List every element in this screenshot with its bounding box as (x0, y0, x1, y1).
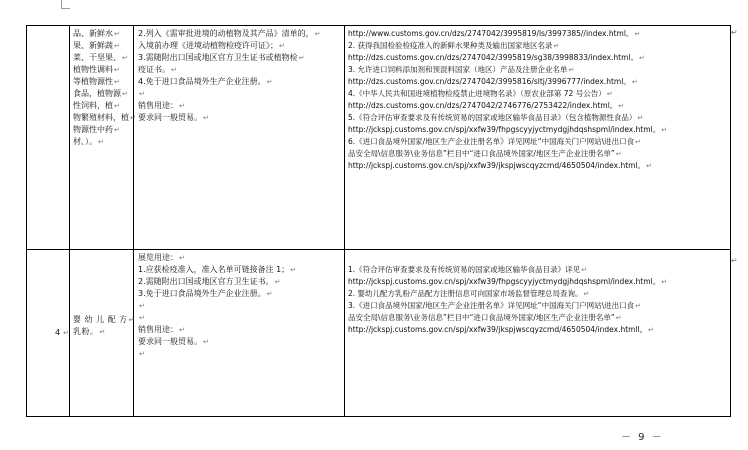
text-line (348, 52, 727, 64)
line-text: 疫证书。 (138, 65, 170, 74)
line-text: 2. 婴幼儿配方乳粉产品配方注册信息可向国家市场监督管理总局查询。 (348, 289, 583, 298)
return-mark: ↵ (98, 138, 104, 146)
line-text: http://jckspj.customs.gov.cn/spj/xxfw39/jkspjwscqyzcmd/4650504/index.html。 (348, 161, 646, 170)
text-line (137, 64, 341, 76)
product-lines (70, 250, 136, 340)
return-mark: ↵ (203, 114, 209, 122)
text-line (348, 276, 727, 288)
text-line (137, 40, 341, 52)
line-text: 2.需随附出口国或地区官方卫生证书。 (138, 277, 274, 286)
line-text: 品安全局\信息服务\业务信息”栏目中“进口食品境外国家/地区生产企业注册名单” (348, 149, 615, 158)
return-mark: ↵ (122, 90, 128, 98)
line-text: 展览用途： (138, 253, 178, 262)
line-text: 6.《进口食品境外国家/地区生产企业注册名单》详见网址“中国海关门户网站\进出口食 (348, 137, 635, 146)
line-text: 销售用途： (138, 101, 178, 110)
return-mark: ↵ (631, 78, 638, 86)
return-mark: ↵ (274, 278, 281, 286)
text-line (137, 28, 341, 40)
return-mark: ↵ (139, 314, 145, 322)
line-text: 物繁殖材料，植 (73, 113, 129, 122)
text-line (73, 326, 130, 338)
text-line (73, 100, 130, 112)
regulation-table (26, 25, 731, 417)
return-mark: ↵ (553, 42, 560, 50)
return-mark: ↵ (63, 329, 69, 337)
text-line (348, 124, 727, 136)
text-line (348, 288, 727, 300)
line-text: 性饲料，植 (73, 101, 113, 110)
requirement-cell (134, 26, 345, 250)
line-text: 5.《符合评估审查要求及有传统贸易的国家或地区输华食品目录》（包含植物源性食品） (348, 113, 637, 122)
requirement-lines (134, 250, 344, 362)
row-number-cell (27, 250, 70, 417)
return-mark: ↵ (583, 290, 590, 298)
line-text: http://jckspj.customs.gov.cn/spj/xxfw39/fhpgscyyjyctmydgjhdqshspml/index.html。 (348, 277, 661, 286)
return-mark: ↵ (639, 54, 645, 62)
requirement-lines (134, 26, 344, 126)
text-line (137, 300, 341, 312)
return-mark: ↵ (128, 316, 136, 324)
return-mark: ↵ (634, 30, 641, 38)
line-text: 2.列入《需审批进境的动植物及其产品》清单的， (138, 29, 314, 38)
return-mark: ↵ (290, 266, 297, 274)
line-text: 2. 获得我国检验检疫准入的新鲜水果种类及输出国家地区名录 (348, 41, 553, 50)
return-mark: ↵ (731, 28, 738, 37)
return-mark: ↵ (635, 302, 641, 310)
text-line (348, 264, 727, 276)
line-text: 销售用途： (138, 325, 178, 334)
line-text: http://www.customs.gov.cn/dzs/2747042/3995819/ls/3997385//index.html。 (348, 29, 634, 38)
line-text: 3.免于进口食品境外生产企业注册。 (138, 289, 266, 298)
text-line (137, 100, 341, 112)
text-line (73, 76, 130, 88)
text-line (137, 252, 341, 264)
return-mark: ↵ (99, 328, 106, 336)
return-mark: ↵ (122, 54, 128, 62)
line-text: 3.《进口食品境外国家/地区生产企业注册名单》详见网址“中国海关门户网站\进出口食 (348, 301, 635, 310)
line-text: 等植物源性 (73, 77, 113, 86)
return-mark: ↵ (179, 326, 185, 334)
return-mark: ↵ (114, 126, 120, 134)
text-line (137, 112, 341, 124)
text-line (348, 136, 727, 148)
return-mark: ↵ (114, 30, 120, 38)
text-line (348, 160, 727, 172)
text-line (137, 88, 341, 100)
text-line (73, 40, 130, 52)
reference-lines (345, 250, 730, 338)
table-row (27, 250, 731, 417)
crop-mark (61, 0, 70, 9)
text-line (73, 124, 130, 136)
text-line (137, 312, 341, 324)
line-text: http://dzs.customs.gov.cn/dzs/2747042/3995819/sg38/3998833/index.html。 (348, 53, 639, 62)
text-line (348, 112, 727, 124)
text-line (73, 52, 130, 64)
return-mark: ↵ (661, 126, 668, 134)
line-text: 物源性中药 (73, 125, 113, 134)
return-mark: ↵ (139, 302, 145, 310)
text-line (348, 100, 727, 112)
return-mark: ↵ (203, 338, 209, 346)
line-text: 食品，植物源 (73, 89, 121, 98)
reference-cell (345, 26, 731, 250)
text-line (348, 312, 727, 324)
line-text: 4.免于进口食品境外生产企业注册。 (138, 77, 266, 86)
product-lines (70, 26, 136, 150)
text-line (348, 148, 727, 160)
line-text: 乳粉。 (73, 327, 99, 336)
line-text: http://dzs.customs.gov.cn/dzs/2747042/3995816/sltj/3996777/index.html。 (348, 77, 631, 86)
return-mark: ↵ (568, 66, 575, 74)
return-mark: ↵ (266, 78, 273, 86)
text-line (348, 88, 727, 100)
requirement-cell (134, 250, 345, 417)
product-cell (70, 250, 134, 417)
text-line (73, 28, 130, 40)
line-text: 3.需随附出口国或地区官方卫生证书或植物检 (138, 53, 298, 62)
product-cell (70, 26, 134, 250)
text-line (348, 324, 727, 336)
return-mark: ↵ (266, 290, 273, 298)
return-mark: ↵ (114, 102, 120, 110)
return-mark: ↵ (279, 42, 285, 50)
line-text: 4.《中华人民共和国进境植物检疫禁止进境物名录》（原农业部第 72 号公告） (348, 89, 606, 98)
line-text: http://dzs.customs.gov.cn/dzs/2747042/2746776/2753422/index.html。 (348, 101, 618, 110)
return-mark: ↵ (298, 54, 305, 62)
text-line (73, 88, 130, 100)
line-text: 1.应获检疫准入，准入名单可链接备注 1； (138, 265, 290, 274)
return-mark: ↵ (114, 78, 120, 86)
reference-cell (345, 250, 731, 417)
line-text: 要求同一般贸易。 (138, 337, 202, 346)
page-number: － 9 － (621, 432, 664, 443)
text-line (137, 288, 341, 300)
return-mark: ↵ (130, 114, 136, 122)
return-mark: ↵ (637, 114, 644, 122)
return-mark: ↵ (171, 66, 177, 74)
return-mark: ↵ (139, 350, 145, 358)
return-mark: ↵ (314, 30, 321, 38)
text-line (73, 314, 136, 326)
reference-lines (345, 26, 730, 174)
text-line (137, 324, 341, 336)
return-mark: ↵ (635, 138, 641, 146)
text-line (137, 348, 341, 360)
row-number-cell (27, 26, 70, 250)
line-text: 果、新鲜蔬 (73, 41, 113, 50)
line-text: 3. 允许进口饲料添加剂和预混料国家（地区）产品及注册企业名单 (348, 65, 568, 74)
text-line (348, 76, 727, 88)
line-text: 材、）。 (73, 137, 97, 146)
text-line (348, 40, 727, 52)
return-mark: ↵ (114, 42, 120, 50)
text-line (348, 300, 727, 312)
text-line (137, 52, 341, 64)
line-text: 婴 幼 儿 配 方 (73, 315, 128, 324)
line-text: 品安全局\信息服务\业务信息”栏目中“进口食品境外国家/地区生产企业注册名单” (348, 313, 615, 322)
return-mark: ↵ (581, 266, 588, 274)
line-text: http://jckspj.customs.gov.cn/spj/xxfw39/jkspjwscqyzcmd/4650504/index.htmll。 (348, 325, 648, 334)
line-text: 品、新鲜水 (73, 29, 113, 38)
text-line (73, 136, 130, 148)
return-mark: ↵ (615, 150, 622, 158)
return-mark: ↵ (661, 278, 668, 286)
return-mark: ↵ (731, 256, 738, 265)
text-line (348, 64, 727, 76)
line-text: 入境前办理《进境动植物检疫许可证》； (138, 41, 278, 50)
return-mark: ↵ (646, 162, 652, 170)
row-number: 4 (55, 328, 61, 337)
return-mark: ↵ (618, 102, 625, 110)
table-row (27, 26, 731, 250)
text-line (73, 112, 136, 124)
text-line (348, 28, 727, 40)
line-text: 菜、干坚果、 (73, 53, 121, 62)
return-mark: ↵ (179, 102, 185, 110)
line-text: 植物性调料 (73, 65, 113, 74)
text-line (73, 64, 130, 76)
return-mark: ↵ (615, 314, 622, 322)
return-mark: ↵ (648, 326, 655, 334)
text-line (137, 276, 341, 288)
line-text: 要求同一般贸易。 (138, 113, 202, 122)
return-mark: ↵ (606, 90, 613, 98)
text-line (137, 264, 341, 276)
return-mark: ↵ (114, 66, 120, 74)
return-mark: ↵ (139, 90, 145, 98)
line-text: 1.《符合评估审查要求及有传统贸易的国家或地区输华食品目录》详见 (348, 265, 581, 274)
line-text: http://jckspj.customs.gov.cn/spj/xxfw39/fhpgscyyjyctmydgjhdqshspml/index.html。 (348, 125, 661, 134)
return-mark: ↵ (179, 254, 185, 262)
text-line (137, 76, 341, 88)
text-line (137, 336, 341, 348)
